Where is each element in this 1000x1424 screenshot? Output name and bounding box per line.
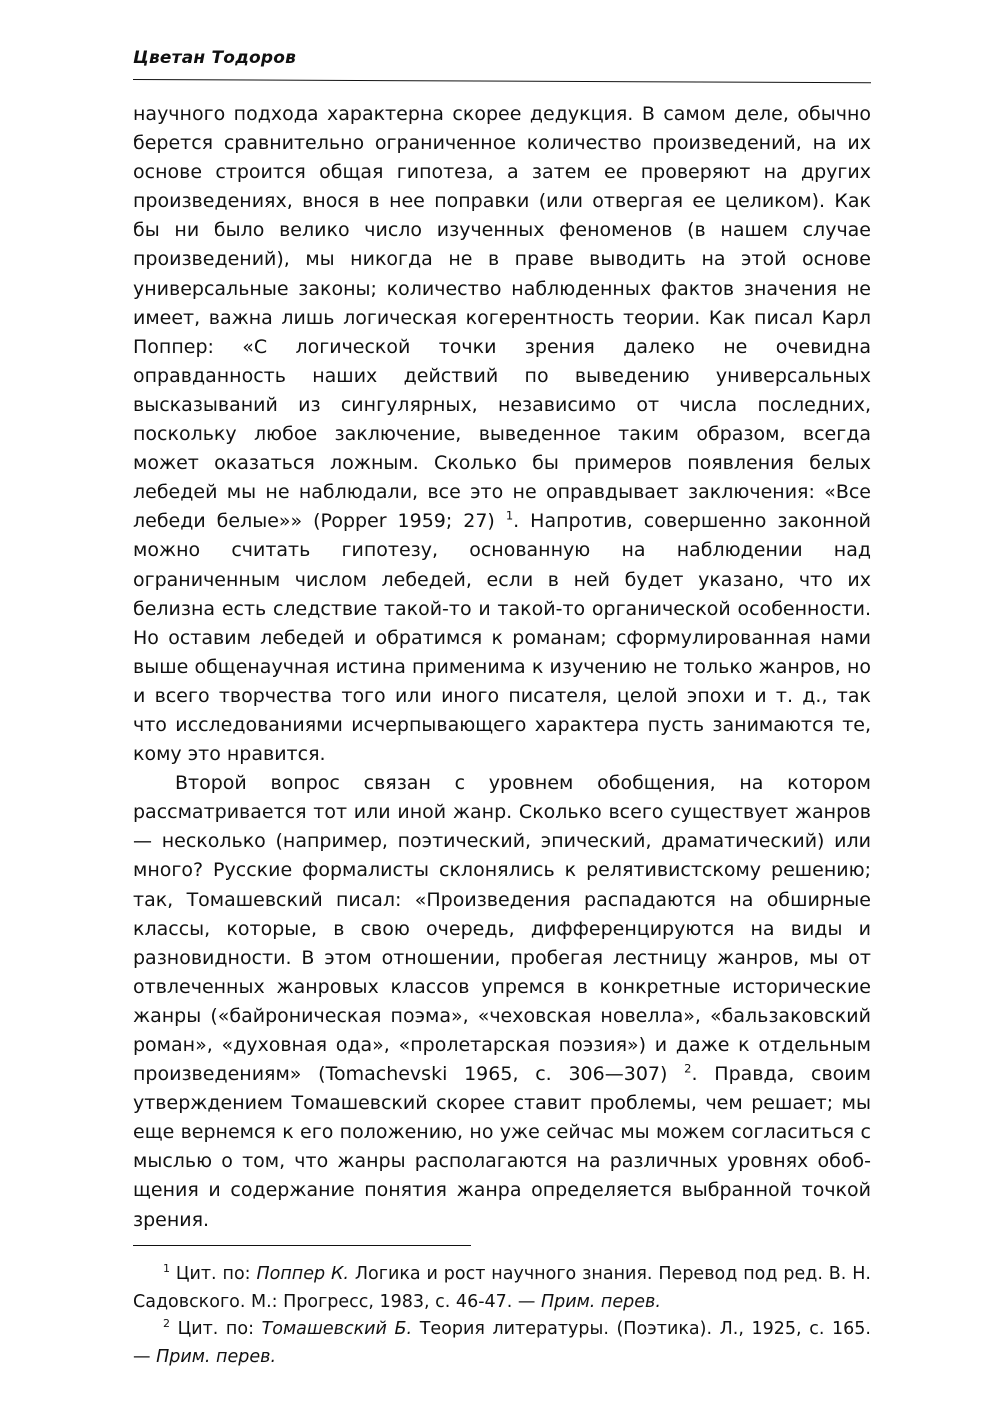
- footnote-number: 2: [163, 1317, 170, 1331]
- footnote-author: Поппер К.: [256, 1264, 349, 1284]
- paragraph-1-text-b: . Напротив, совершенно законной можно считать гипотезу, основанную на наблюдении над ограниченным числом лебедей, если в ней будет указано, что их белизна есть следствие такой-то и такой-то органической особенности. Но оставим лебедей и обратимся к романам; сформулированная нами выше общенаучная истина применима к изучению не только жанров, но и всего творчества того или иного писателя, целой эпохи и т. д., так что исследованиями исчерпывающего характера пусть занимаются те, кому это нравится.: [133, 510, 871, 766]
- paragraph-2-text-a: Второй вопрос связан с уровнем обобщения, на котором рассматривается тот или иной жанр. Сколько всего существует жанров — несколько (например, поэтический, эпический, драматический) или много? Русские формалисты склонялись к релятивистскому решению; так, Томашевский писал: «Произведения распадаются на обширные классы, которые, в свою очередь, дифференцируются на виды и разновидности. В этом отношении, пробегая лестницу жанров, мы от отвлеченных жанровых классов упремся в конкретные исторические жанры («байроническая поэма», «чеховская новелла», «бальзаковский роман», «духовная ода», «пролетарская поэзия») и даже к отдельным произведениям» (Tomachevski 1965, с. 306—307): [133, 772, 871, 1086]
- paragraph-1: [133, 100, 871, 769]
- footnote-text: Теория литературы. (Поэтика). Л., 1925, с. 165. —: [133, 1319, 871, 1367]
- footnote-text: Логика и рост научного знания. Перевод под ред. В. Н. Садовского. М.: Прогресс, 1983, с. 46-47. —: [133, 1264, 871, 1312]
- footnotes: [133, 1261, 871, 1371]
- footnote-ref-2[interactable]: 2: [684, 1061, 692, 1076]
- body-text: [133, 100, 871, 1235]
- footnote-translator-note: Прим. перев.: [540, 1291, 661, 1312]
- footnote-2: [133, 1316, 871, 1371]
- paragraph-1-text-a: научного подхода характерна скорее дедукция. В самом деле, обычно берется сравнительно ограниченное количество произведений, на их основе строится общая гипотеза, а затем ее проверяют на других произведениях, внося в нее поправки (или отвергая ее целиком). Как бы ни было велико число изученных феноменов (в нашем случае произведений), мы никогда не в праве выводить на этой основе универсальные законы; количество наблюденных фактов значения не имеет, важна лишь логическая когерентность теории. Как писал Карл Поппер: «С логической точки зрения далеко не очевидна оправданность наших действий по выведению универсальных высказываний из сингулярных, независимо от числа последних, поскольку любое заключение, выведенное таким образом, всегда может оказаться ложным. Сколько бы примеров появления белых лебедей мы не наблюдали, все это не оправдывает заключения: «Все лебеди белые»» (Popper 1959; 27): [133, 103, 871, 533]
- running-head: Цветан Тодоров: [133, 48, 297, 68]
- footnote-1: [133, 1261, 871, 1316]
- footnote-author: Томашевский Б.: [261, 1319, 413, 1339]
- footnote-lead: Цит. по:: [177, 1319, 262, 1339]
- footnote-rule: [133, 1245, 471, 1246]
- footnote-translator-note: Прим. перев.: [156, 1346, 277, 1367]
- header-rule: [133, 79, 871, 83]
- footnote-ref-1[interactable]: 1: [505, 508, 514, 523]
- footnote-number: 1: [163, 1262, 170, 1276]
- paragraph-2: [133, 769, 871, 1235]
- footnote-lead: Цит. по:: [175, 1264, 257, 1284]
- paragraph-2-text-b: . Правда, своим утверждением Томашевский скорее ставит проблемы, чем решает; мы еще вернемся к его положению, но уже сейчас мы можем согласиться с мыслью о том, что жанры располагаются на различных уровнях обобщения и содержание понятия жанра определяется выбранной точкой зрения.: [133, 1063, 871, 1231]
